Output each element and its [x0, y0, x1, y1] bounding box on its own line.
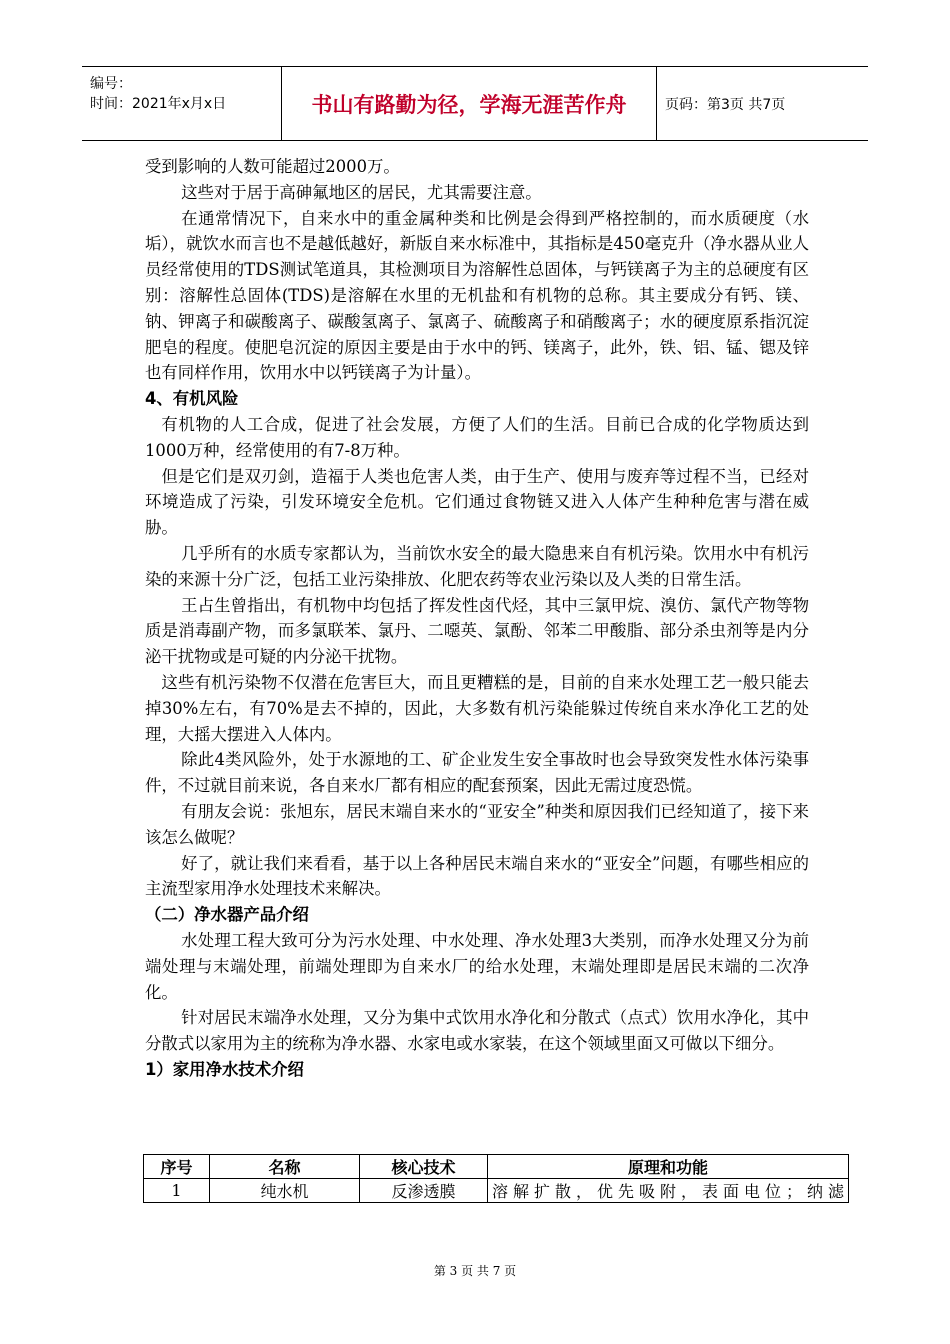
header-motto: 书山有路勤为径，学海无涯苦作舟 [282, 67, 657, 140]
paragraph: 除此4类风险外，处于水源地的工、矿企业发生安全事故时也会导致突发性水体污染事件，不过就目前来说，各自来水厂都有相应的配套预案，因此无需过度恐慌。 [145, 750, 809, 796]
paragraph: 有朋友会说：张旭东，居民末端自来水的“亚安全”种类和原因我们已经知道了，接下来该怎么做呢？ [145, 801, 809, 847]
header-meta [82, 67, 282, 140]
paragraph: 好了，就让我们来看看，基于以上各种居民末端自来水的“亚安全”问题，有哪些相应的主流型家用净水处理技术来解决。 [145, 853, 809, 899]
document-body [145, 154, 809, 1083]
table-header: 名称 [210, 1155, 360, 1179]
section-heading: （二）净水器产品介绍 [145, 905, 309, 925]
section-heading: 1）家用净水技术介绍 [145, 1059, 304, 1079]
paragraph: 在通常情况下，自来水中的重金属种类和比例是会得到严格控制的，而水质硬度（水垢），就饮水而言也不是越低越好，新版自来水标准中，其指标是450毫克升（净水器从业人员经常使用的TDS测试笔道具，其检测项目为溶解性总固体，与钙镁离子为主的总硬度有区别：溶解性总固体(TDS)是溶解在水里的无机盐和有机物的总称。其主要成分有钙、镁、钠、钾离子和碳酸离子、碳酸氢离子、氯离子、硫酸离子和硝酸离子；水的硬度原系指沉淀肥皂的程度。使肥皂沉淀的原因主要是由于水中的钙、镁离子，此外，铁、铝、锰、锶及锌也有同样作用，饮用水中以钙镁离子为计量）。 [145, 208, 809, 383]
paragraph: 针对居民末端净水处理，又分为集中式饮用水净化和分散式（点式）饮用水净化，其中分散式以家用为主的统称为净水器、水家电或水家装，在这个领域里面又可做以下细分。 [145, 1008, 809, 1054]
section-heading: 4、有机风险 [145, 389, 239, 409]
table-cell: 反渗透膜 [360, 1179, 488, 1203]
table-header: 序号 [144, 1155, 210, 1179]
paragraph: 水处理工程大致可分为污水处理、中水处理、净水处理3大类别，而净水处理又分为前端处理与末端处理，前端处理即为自来水厂的给水处理，末端处理即是居民末端的二次净化。 [145, 930, 809, 1002]
paragraph: 有机物的人工合成，促进了社会发展，方便了人们的生活。目前已合成的化学物质达到1000万种，经常使用的有7-8万种。 [145, 414, 809, 460]
table-header: 原理和功能 [488, 1155, 849, 1179]
date-label: 时间：2021年x月x日 [90, 96, 227, 112]
paragraph: 几乎所有的水质专家都认为，当前饮水安全的最大隐患来自有机污染。饮用水中有机污染的来源十分广泛，包括工业污染排放、化肥农药等农业污染以及人类的日常生活。 [145, 543, 809, 589]
paragraph: 这些对于居于高砷氟地区的居民，尤其需要注意。 [181, 182, 542, 202]
page-indicator: 页码：第3页 共7页 [665, 96, 786, 113]
table-cell: 纯水机 [210, 1179, 360, 1203]
paragraph: 受到影响的人数可能超过2000万。 [145, 157, 400, 176]
paragraph: 王占生曾指出，有机物中均包括了挥发性卤代烃，其中三氯甲烷、溴仿、氯代产物等物质是消毒副产物，而多氯联苯、氯丹、二噁英、氯酚、邻苯二甲酸脂、部分杀虫剂等是内分泌干扰物或是可疑的内分泌干扰物。 [145, 595, 809, 667]
technology-table [143, 1154, 849, 1203]
table-header: 核心技术 [360, 1155, 488, 1179]
table-cell: 溶解扩散，优先吸附，表面电位；纳滤 [488, 1179, 849, 1203]
number-label: 编号： [90, 76, 132, 92]
paragraph: 这些有机污染物不仅潜在危害巨大，而且更糟糕的是，目前的自来水处理工艺一般只能去掉30%左右，有70%是去不掉的，因此，大多数有机污染能躲过传统自来水净化工艺的处理，大摇大摆进入人体内。 [145, 672, 809, 744]
table-header-row [144, 1155, 849, 1179]
table-row [144, 1179, 849, 1203]
page-footer: 第 3 页 共 7 页 [433, 1264, 517, 1278]
page-header [82, 66, 868, 141]
paragraph: 但是它们是双刃剑，造福于人类也危害人类，由于生产、使用与废弃等过程不当，已经对环境造成了污染，引发环境安全危机。它们通过食物链又进入人体产生种种危害与潜在威胁。 [145, 466, 809, 538]
table-cell: 1 [144, 1179, 210, 1203]
